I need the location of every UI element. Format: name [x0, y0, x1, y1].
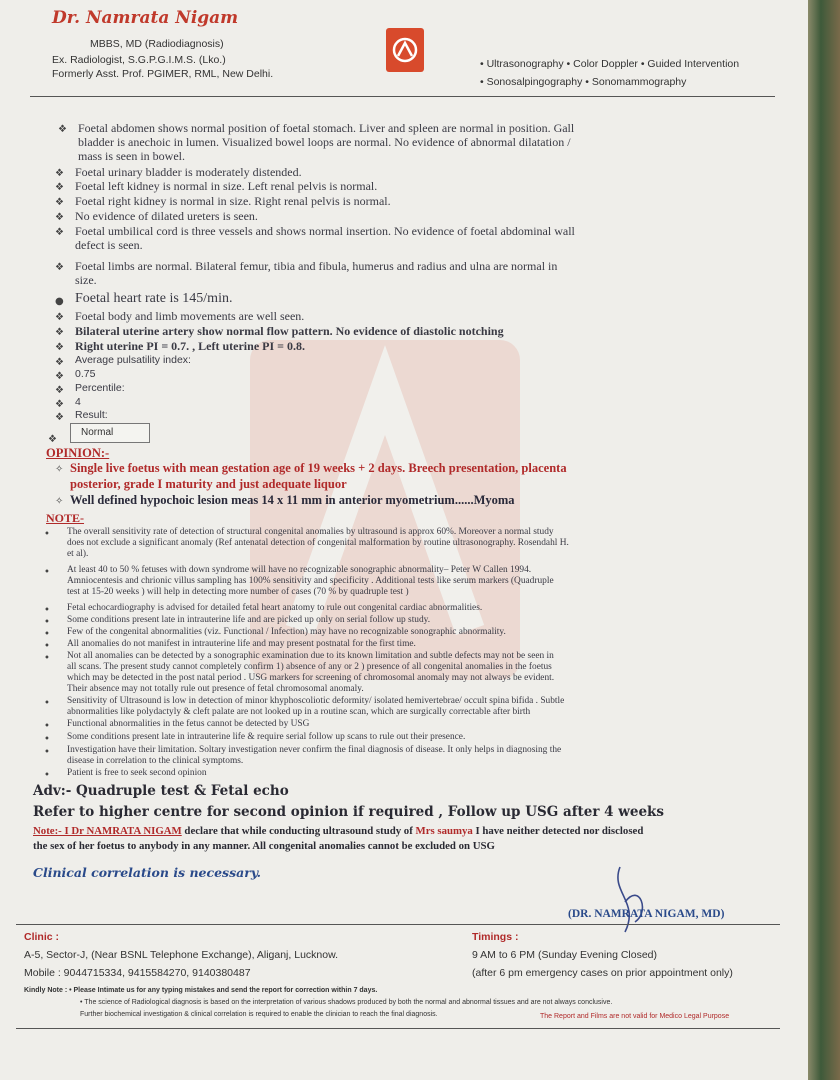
declaration-mid: declare that while conducting ultrasound study of [181, 825, 416, 837]
body-movements: Foetal body and limb movements are well seen. [75, 309, 305, 323]
avg-pi-value: 0.75 [75, 368, 96, 380]
opinion-2: Well defined hypochoic lesion meas 14 x 11 mm in anterior myometrium......Myoma [70, 493, 515, 507]
note-line: Fetal echocardiography is advised for detailed fetal heart anatomy to rule out congenital cardiac abnormalities. [67, 603, 483, 613]
report-page: Dr. Namrata Nigam MBBS, MD (Radiodiagnosis) Ex. Radiologist, S.G.P.G.I.M.S. (Lko.) Formerly Asst. Prof. PGIMER, RML, New Delhi. • Ultrasonography • Color Doppler • Guided Intervention • Sonosalpingography • Sonomammography ❖ Foetal abdomen shows normal position of foetal stomach. Liver and spleen are normal in position. Gall bladder is anechoic in lumen. Visualized bowel loops are normal. No evidence of abnormal dilatation / mass is seen in bowel. ❖ Foetal urinary bladder is moderately distended. ❖ Foetal left kidney is normal in size. Left renal pelvis is normal. ❖ Foetal right kidney is normal in size. Right renal pelvis is normal. ❖ No evidence of dilated ureters is seen. ❖ Foetal umbilical cord is three vessels and shows normal insertion. No evidence of foetal abdominal wall defect is seen. ❖ Foetal limbs are normal. Bilateral femur, tibia and fibula, humerus and radius and ulna are normal in size. ● Foetal heart rate is 145/min. ❖ Foetal body and limb movements are well seen. ❖ Bilateral uterine artery show normal flow pattern. No evidence of diastolic notching ❖ Right uterine PI = 0.7. , Left uterine PI = 0.8. ❖ Average pulsatility index: ❖ 0.75 ❖ Percentile: ❖ 4 ❖ Result: Normal ❖ OPINION:- ✧ Single live foetus with mean gestation age of 19 weeks + 2 days. Breech presentation, placenta posterior, grade I maturity and just adequate liquor ✧ Well defined hypochoic lesion meas 14 x 11 mm in anterior myometrium......Myoma NOTE- • The overall sensitivity rate of detection of structural congenital anomalies by ultrasound is approx 60%. Moreover a normal study does not exclude a significant anomaly (Ref antenatal detection of congenital malformation by routine ultrasonography. Rosendahl H. et al). • At least 40 to 50 % fetuses with down syndrome will have no recognizable sonographic abnormality– Peter W Callen 1994. Amniocentesis and chrionic villus sampling has 100% sensitivity and specificity . Additional tests like serum markers (Quadruple test at 15-20 weeks ) will help in detecting more number of cases (70 % by quadruple test ) • Fetal echocardiography is advised for detailed fetal heart anatomy to rule out congenital cardiac abnormalities. • Some conditions present late in intrauterine life and are picked up only on serial follow up study. • Few of the congenital abnormalities (viz. Functional / Infection) may have no recognizable sonographic abnormality. • All anomalies do not manifest in intrauterine life and may present postnatal for the first time. • Not all anomalies can be detected by a sonographic examination due to its known limitation and subtle defects may not be seen in all scans. The present study cannot completely confirm 1) absence of any or 2 ) presence of all congenital anomalies in the foetus which may be detected in the post natal period . USG markers for screening of chromosomal anomaly may not always be evident. Their absence may not totally rule out presence of fetal chromosomal anomaly. • Sensitivity of Ultrasound is low in detection of minor khyphoscoliotic deformity/ isolated hemivertebrae/ occult spina bifida . Subtle abnormalities like polydactyly & cleft palate are not looked up in a routine scan, which are surgically correctable after birth • Functional abnormalities in the fetus cannot be detected by USG • Some conditions present late in intrauterine life & require serial follow up scans to rule out their presence. • Investigation have their limitation. Soltary investigation never confirm the final diagnosis of disease. It only helps in diagnosing the disease in correlation to the clinical symptoms. • Patient is free to seek second opinion Adv:- Quadruple test & Fetal echo Refer to higher centre for second opinion if required , Follow up USG after 4 weeks Note:- I Dr NAMRATA NIGAM declare that while conducting ultrasound study of Mrs saumya I have neither detected nor disclosed the sex of her foetus to anybody in any manner. All congenital anomalies cannot be excluded on USG Clinical correlation is necessary. (DR. NAMRATA NIGAM, MD) Clinic : A-5, Sector-J, (Near BSNL Telephone Exchange), Aliganj, Lucknow. Mobile : 9044715334, 9415584270, 9140380487 Timings : 9 AM to 6 PM (Sunday Evening Closed) (after 6 pm emergency cases on prior appointment only) Kindly Note : • Please Intimate us for any typing mistakes and send the report for correction within 7 days. • The science of Radiological diagnosis is based on the interpretation of various shadows produced by both the normal and abnormal tissues and are not always conclusive. Further biochemical investigation & clinical correlation is required to enable the clinician to reach the final diagnosis. The Report and Films are not valid for Medico Legal Purpose [0, 0, 808, 1080]
note-line: The overall sensitivity rate of detection of structural congenital anomalies by ultrasound is approx 60%. Moreover a normal study [67, 527, 554, 537]
heart-rate: Foetal heart rate is 145/min. [75, 291, 233, 306]
patient-name: Mrs saumya [415, 825, 473, 837]
note-heading: NOTE- [46, 511, 85, 525]
declaration-line-1 [33, 825, 643, 837]
clinic-logo [386, 28, 424, 72]
avg-pi-label: Average pulsatility index: [75, 354, 191, 366]
note-line: which may be detected in the post natal period . USG markers for screening of chromosomal anomaly may not always be evident. [67, 673, 555, 683]
kindly-note: Kindly Note : • Please Intimate us for any typing mistakes and send the report for correction within 7 days. [24, 987, 378, 994]
services-line-1: • Ultrasonography • Color Doppler • Guided Intervention [480, 58, 740, 70]
emergency-note: (after 6 pm emergency cases on prior appointment only) [472, 967, 733, 979]
declaration-suffix: I have neither detected nor disclosed [472, 825, 644, 837]
footer-rule-top [16, 924, 780, 925]
finding-7-line-2: size. [75, 273, 97, 287]
note-line: all scans. The present study cannot completely confirm 1) absence of any or 2 ) presence of all congenital anomalies in the foetus [67, 662, 552, 672]
declaration-line-2: the sex of her foetus to anybody in any manner. All congenital anomalies cannot be excluded on USG [33, 840, 495, 852]
finding-6-line-2: defect is seen. [75, 238, 143, 252]
percentile-value: 4 [75, 396, 81, 408]
timings-label: Timings : [472, 931, 519, 943]
timings: 9 AM to 6 PM (Sunday Evening Closed) [472, 949, 658, 961]
advice: Adv:- Quadruple test & Fetal echo [33, 783, 289, 799]
finding-7-line-1: Foetal limbs are normal. Bilateral femur, tibia and fibula, humerus and radius and ulna are normal in [75, 259, 558, 273]
further-note: Further biochemical investigation & clinical correlation is required to enable the clinician to reach the final diagnosis. [80, 1011, 438, 1018]
note-line: test at 15-20 weeks ) will help in detecting more number of cases (70 % by quadruple test ) [67, 587, 409, 597]
opinion-1-line-1: Single live foetus with mean gestation age of 19 weeks + 2 days. Breech presentation, placenta [70, 461, 567, 475]
note-line: Some conditions present late in intrauterine life and are picked up only on serial follow up study. [67, 615, 431, 625]
finding-6-line-1: Foetal umbilical cord is three vessels and shows normal insertion. No evidence of foetal abdominal wall [75, 224, 575, 238]
letterhead [0, 0, 808, 100]
result-label: Result: [75, 409, 108, 421]
footer-rule-bottom [16, 1028, 780, 1029]
note-line: Patient is free to seek second opinion [67, 768, 207, 778]
finding-1-line-3: mass is seen in bowel. [78, 149, 185, 163]
uterine-artery: Bilateral uterine artery show normal flow pattern. No evidence of diastolic notching [75, 324, 504, 338]
finding-3: Foetal left kidney is normal in size. Left renal pelvis is normal. [75, 179, 378, 193]
refer-line: Refer to higher centre for second opinion if required , Follow up USG after 4 weeks [33, 804, 664, 820]
opinion-1-line-2: posterior, grade I maturity and just adequate liquor [70, 477, 347, 491]
finding-1-line-1: Foetal abdomen shows normal position of foetal stomach. Liver and spleen are normal in position. Gall [78, 121, 575, 135]
legal-note: The Report and Films are not valid for Medico Legal Purpose [540, 1013, 730, 1020]
opinion-heading: OPINION:- [46, 446, 110, 460]
clinical-correlation: Clinical correlation is necessary. [33, 865, 261, 880]
note-line: disease in correlation to the clinical symptoms. [67, 756, 244, 766]
note-line: Not all anomalies can be detected by a sonographic examination due to its known limitation and subtle defects may not be seen in [67, 651, 554, 661]
finding-4: Foetal right kidney is normal in size. Right renal pelvis is normal. [75, 194, 391, 208]
result-value-box: Normal [70, 423, 150, 443]
note-line: At least 40 to 50 % fetuses with down syndrome will have no recognizable sonographic abnormality– Peter W Callen 1994. [67, 565, 532, 575]
uterine-pi: Right uterine PI = 0.7. , Left uterine PI = 0.8. [75, 339, 305, 353]
note-line: Some conditions present late in intrauterine life & require serial follow up scans to rule out their presence. [67, 732, 466, 742]
clinic-address: A-5, Sector-J, (Near BSNL Telephone Exchange), Aliganj, Lucknow. [24, 949, 339, 961]
clinic-label: Clinic : [24, 931, 60, 943]
logo-icon [390, 34, 420, 66]
finding-5: No evidence of dilated ureters is seen. [75, 209, 258, 223]
note-line: Functional abnormalities in the fetus cannot be detected by USG [67, 719, 310, 729]
note-line: All anomalies do not manifest in intrauterine life and may present postnatal for the first time. [67, 639, 416, 649]
finding-1-line-2: bladder is anechoic in lumen. Visualized bowel loops are normal. No evidence of abnormal dilatation / [78, 135, 571, 149]
percentile-label: Percentile: [75, 382, 125, 394]
note-line: Their absence may not totally rule out presence of fetal chromosomal anomaly. [67, 684, 364, 694]
declaration-prefix: Note:- I Dr NAMRATA NIGAM [33, 825, 182, 837]
ex-role: Ex. Radiologist, S.G.P.G.I.M.S. (Lko.) [52, 54, 226, 66]
doctor-name: Dr. Namrata Nigam [52, 8, 239, 28]
signature-name: (DR. NAMRATA NIGAM, MD) [568, 908, 725, 920]
qualification: MBBS, MD (Radiodiagnosis) [90, 38, 224, 50]
science-note: • The science of Radiological diagnosis is based on the interpretation of various shadows produced by both the normal and abnormal tissues and are not always conclusive. [80, 999, 613, 1006]
background-edge [808, 0, 840, 1080]
note-line: Few of the congenital abnormalities (viz. Functional / Infection) may have no recognizable sonographic abnormality. [67, 627, 506, 637]
note-line: does not exclude a significant anomaly (Ref antenatal detection of congenital malformation by routine ultrasonography. Rosendahl H. [67, 538, 569, 548]
signature-icon [590, 862, 680, 942]
former-role: Formerly Asst. Prof. PGIMER, RML, New Delhi. [52, 68, 274, 80]
services-line-2: • Sonosalpingography • Sonomammography [480, 76, 687, 88]
header-rule [30, 96, 775, 97]
note-line: et al). [67, 549, 89, 559]
note-line: Sensitivity of Ultrasound is low in detection of minor khyphoscoliotic deformity/ isolated hemivertebrae/ occult spina bifida . Subtle [67, 696, 565, 706]
finding-2: Foetal urinary bladder is moderately distended. [75, 165, 302, 179]
note-line: Amniocentesis and chrionic villus sampling has 100% sensitivity and specificity . Additional tests like serum markers (Quadruple [67, 576, 554, 586]
clinic-mobile: Mobile : 9044715334, 9415584270, 9140380487 [24, 967, 251, 979]
note-line: Investigation have their limitation. Soltary investigation never confirm the final diagnosis of disease. It only helps in diagnosing the [67, 745, 562, 755]
note-line: abnormalities like polydactyly & cleft palate are not looked up in a routine scan, which are surgically correctable after birth [67, 707, 531, 717]
